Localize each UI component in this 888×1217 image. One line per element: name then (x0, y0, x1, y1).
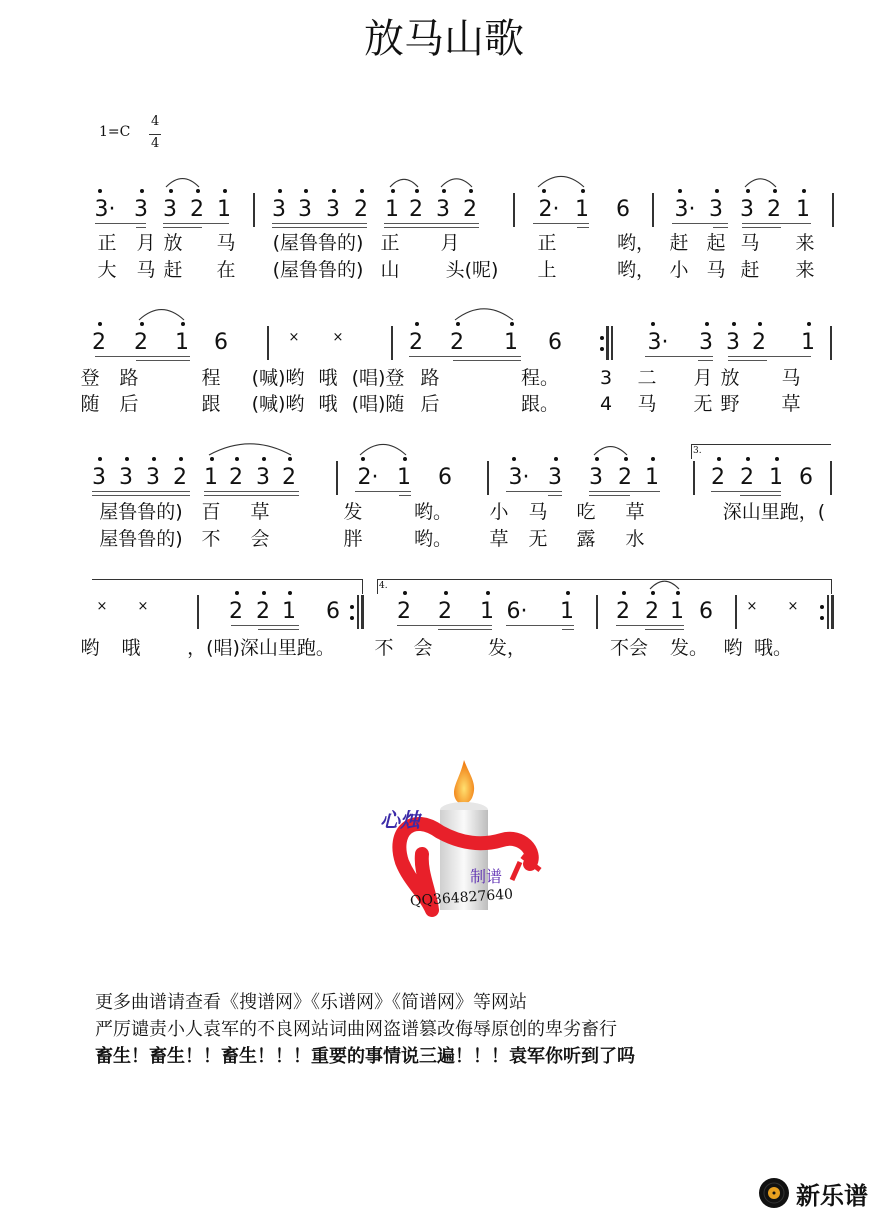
note: 3 (548, 465, 562, 490)
note: 6 (799, 465, 813, 490)
lyric-syllable: (屋鲁鲁的) (272, 232, 364, 254)
note: 3 (436, 197, 450, 222)
lyric-syllable: 水 (625, 528, 645, 550)
rest-cross: × (746, 599, 758, 614)
lyric-syllable: 来 (795, 232, 815, 254)
note: 1 (385, 197, 399, 222)
rest-cross: × (288, 330, 300, 345)
lyric-syllable: 哦 (318, 393, 338, 415)
lyric-syllable: 马 (706, 259, 726, 281)
note: 3 (740, 197, 754, 222)
note: 6 (326, 599, 340, 624)
lyric-syllable: 哦 (121, 637, 141, 659)
lyric-syllable: ，(唱)深山里跑。 (187, 637, 335, 659)
note: 1 (480, 599, 494, 624)
lyric-syllable: 无 (528, 528, 548, 550)
note: 3 (134, 197, 148, 222)
note: 1 (560, 599, 574, 624)
lyric-syllable: 会 (250, 528, 270, 550)
note: 3 (146, 465, 160, 490)
note: 1 (575, 197, 589, 222)
lyric-syllable: 哟， (616, 232, 656, 254)
note: 3 (699, 330, 713, 355)
lyric-syllable: 不 (374, 637, 394, 659)
lyric-syllable: 马 (781, 367, 801, 389)
lyric-syllable: (唱)随 (351, 393, 405, 415)
note: 2 (256, 599, 270, 624)
lyric-syllable: 正 (97, 232, 117, 254)
lyric-syllable: 百 (201, 501, 221, 523)
note: 1 (504, 330, 518, 355)
time-signature-bottom: 4 (151, 136, 160, 151)
note: 2 (397, 599, 411, 624)
note: 3· (674, 197, 696, 222)
note: 1 (801, 330, 815, 355)
lyric-syllable: 发。 (669, 637, 709, 659)
lyric-syllable: 不 (201, 528, 221, 550)
note: 1 (645, 465, 659, 490)
note: 2 (409, 197, 423, 222)
emblem-made: 制谱 (470, 867, 503, 886)
lyric-syllable: 头(呢) (445, 259, 499, 281)
volta-label-4: 4. (379, 581, 388, 591)
note: 2 (740, 465, 754, 490)
volta-label-3: 3. (693, 446, 702, 456)
lyric-syllable: (屋鲁鲁的) (272, 259, 364, 281)
lyric-syllable: 正 (380, 232, 400, 254)
footer-line-1: 更多曲谱请查看《搜谱网》《乐谱网》《简谱网》等网站 (95, 992, 527, 1013)
lyric-syllable: 哟， (616, 259, 656, 281)
note: 2· (538, 197, 560, 222)
note: 3 (726, 330, 740, 355)
note: 3· (94, 197, 116, 222)
note: 6 (548, 330, 562, 355)
footer-line-2: 严厉谴责小人袁军的不良网站词曲网盗谱篡改侮辱原创的卑劣畜行 (95, 1019, 617, 1040)
note: 2 (450, 330, 464, 355)
lyric-syllable: 跟。 (520, 393, 560, 415)
slur (209, 444, 291, 455)
lyric-syllable: 上 (537, 259, 557, 281)
lyric-syllable: 马 (740, 232, 760, 254)
lyric-syllable: 屋鲁鲁的) (99, 528, 183, 550)
lyric-syllable: 二 (637, 367, 657, 389)
lyric-syllable: 跟 (201, 393, 221, 415)
lyric-syllable: 月 (693, 367, 713, 389)
lyric-syllable: 登 (80, 367, 100, 389)
lyric-syllable: 无 (693, 393, 713, 415)
lyric-syllable: 马 (637, 393, 657, 415)
note: 2 (354, 197, 368, 222)
note: 2 (229, 465, 243, 490)
lyric-syllable: 屋鲁鲁的) (99, 501, 183, 523)
lyric-syllable: 月 (440, 232, 460, 254)
lyric-syllable: 哦 (318, 367, 338, 389)
note: 1 (397, 465, 411, 490)
lyric-syllable: 路 (420, 367, 440, 389)
time-signature-top: 4 (151, 114, 160, 129)
lyric-syllable: 草 (489, 528, 509, 550)
slur (441, 179, 472, 187)
note: 2 (282, 465, 296, 490)
brand-logo (758, 1175, 868, 1211)
lyric-syllable: 小 (669, 259, 689, 281)
lyric-syllable: 在 (216, 259, 236, 281)
note: 6· (506, 599, 528, 624)
lyric-syllable: 后 (119, 393, 139, 415)
lyric-syllable: 后 (420, 393, 440, 415)
footer-line-3: 畜生！畜生！！畜生！！！重要的事情说三遍！！！袁军你听到了吗 (95, 1046, 635, 1067)
lyric-syllable: 赶 (740, 259, 760, 281)
lyric-syllable: 小 (489, 501, 509, 523)
slur (650, 581, 679, 589)
lyric-syllable: 起 (706, 232, 726, 254)
page-title: 放马山歌 (364, 16, 524, 62)
note: 2 (767, 197, 781, 222)
lyric-syllable: 正 (537, 232, 557, 254)
lyric-syllable: 哟 (80, 637, 100, 659)
rest-cross: × (332, 330, 344, 345)
rest-cross: × (137, 599, 149, 614)
note: 3 (272, 197, 286, 222)
slur (538, 176, 584, 187)
lyric-syllable: 哟。 (413, 501, 453, 523)
brand-name: 新乐谱 (796, 1181, 868, 1210)
note: 6 (699, 599, 713, 624)
key-signature: 1=C (99, 124, 131, 140)
lyric-syllable: 发 (343, 501, 363, 523)
lyric-syllable: 会 (413, 637, 433, 659)
lyric-syllable: 野 (720, 393, 740, 415)
note: 2 (134, 330, 148, 355)
lyric-syllable: 程。 (520, 367, 560, 389)
note: 2 (438, 599, 452, 624)
note: 3· (508, 465, 530, 490)
lyric-syllable: 哦。 (753, 637, 793, 659)
note: 2 (190, 197, 204, 222)
lyric-syllable: 月 (136, 232, 156, 254)
note: 2 (463, 197, 477, 222)
slur (166, 179, 199, 187)
note: 2 (229, 599, 243, 624)
lyric-syllable: 随 (80, 393, 100, 415)
note: 1 (282, 599, 296, 624)
lyric-syllable: (喊)哟 (251, 367, 305, 389)
lyric-syllable: 胖 (343, 528, 363, 550)
note: 6 (214, 330, 228, 355)
note: 2 (711, 465, 725, 490)
note: 1 (175, 330, 189, 355)
note: 1 (217, 197, 231, 222)
lyric-syllable: 赶 (163, 259, 183, 281)
lyric-syllable: 马 (136, 259, 156, 281)
note: 1 (796, 197, 810, 222)
note: 3 (589, 465, 603, 490)
slur (390, 179, 418, 187)
note: 2 (618, 465, 632, 490)
maker-emblem (372, 752, 552, 922)
slur (455, 309, 513, 320)
lyric-syllable: 吃 (576, 501, 596, 523)
slur (139, 310, 184, 320)
note: 2 (752, 330, 766, 355)
note: 3 (256, 465, 270, 490)
lyric-syllable: 不会 (609, 637, 649, 659)
note: 6 (616, 197, 630, 222)
lyric-syllable: 哟。 (413, 528, 453, 550)
note: 2 (173, 465, 187, 490)
note: 3 (709, 197, 723, 222)
rest-cross: × (96, 599, 108, 614)
lyric-syllable: 哟 (723, 637, 743, 659)
note: 2 (409, 330, 423, 355)
lyric-syllable: 草 (250, 501, 270, 523)
lyric-syllable: 赶 (669, 232, 689, 254)
lyric-syllable: 路 (119, 367, 139, 389)
note: 1 (204, 465, 218, 490)
lyric-syllable: 程 (201, 367, 221, 389)
lyric-syllable: 来 (795, 259, 815, 281)
lyric-syllable: (唱)登 (351, 367, 405, 389)
vinyl-record-icon (758, 1177, 790, 1209)
note: 2 (645, 599, 659, 624)
note: 2 (92, 330, 106, 355)
lyric-syllable: 发， (487, 637, 527, 659)
note: 2 (616, 599, 630, 624)
lyric-syllable: 山 (380, 259, 400, 281)
note: 3 (92, 465, 106, 490)
lyric-syllable: 露 (576, 528, 596, 550)
lyric-syllable: 大 (97, 259, 117, 281)
lyric-syllable: 草 (625, 501, 645, 523)
note: 3 (298, 197, 312, 222)
note: 3 (326, 197, 340, 222)
lyric-syllable: 3 (599, 367, 613, 389)
note: 1 (670, 599, 684, 624)
rest-cross: × (787, 599, 799, 614)
note: 3 (163, 197, 177, 222)
note: 6 (438, 465, 452, 490)
emblem-name: 心烛 (380, 808, 420, 832)
note: 2· (357, 465, 379, 490)
slur (360, 444, 406, 455)
lyric-syllable: 放 (720, 367, 740, 389)
lyric-syllable: (喊)哟 (251, 393, 305, 415)
lyric-syllable: 深山里跑，( (722, 501, 826, 523)
lyric-syllable: 放 (163, 232, 183, 254)
emblem-qq: QQ364827640 (409, 886, 514, 910)
note: 3· (647, 330, 669, 355)
slur (594, 447, 627, 455)
note: 1 (769, 465, 783, 490)
lyric-syllable: 马 (216, 232, 236, 254)
lyric-syllable: 马 (528, 501, 548, 523)
lyric-syllable: 4 (599, 393, 613, 415)
lyric-syllable: 草 (781, 393, 801, 415)
note: 3 (119, 465, 133, 490)
slur (745, 179, 776, 187)
